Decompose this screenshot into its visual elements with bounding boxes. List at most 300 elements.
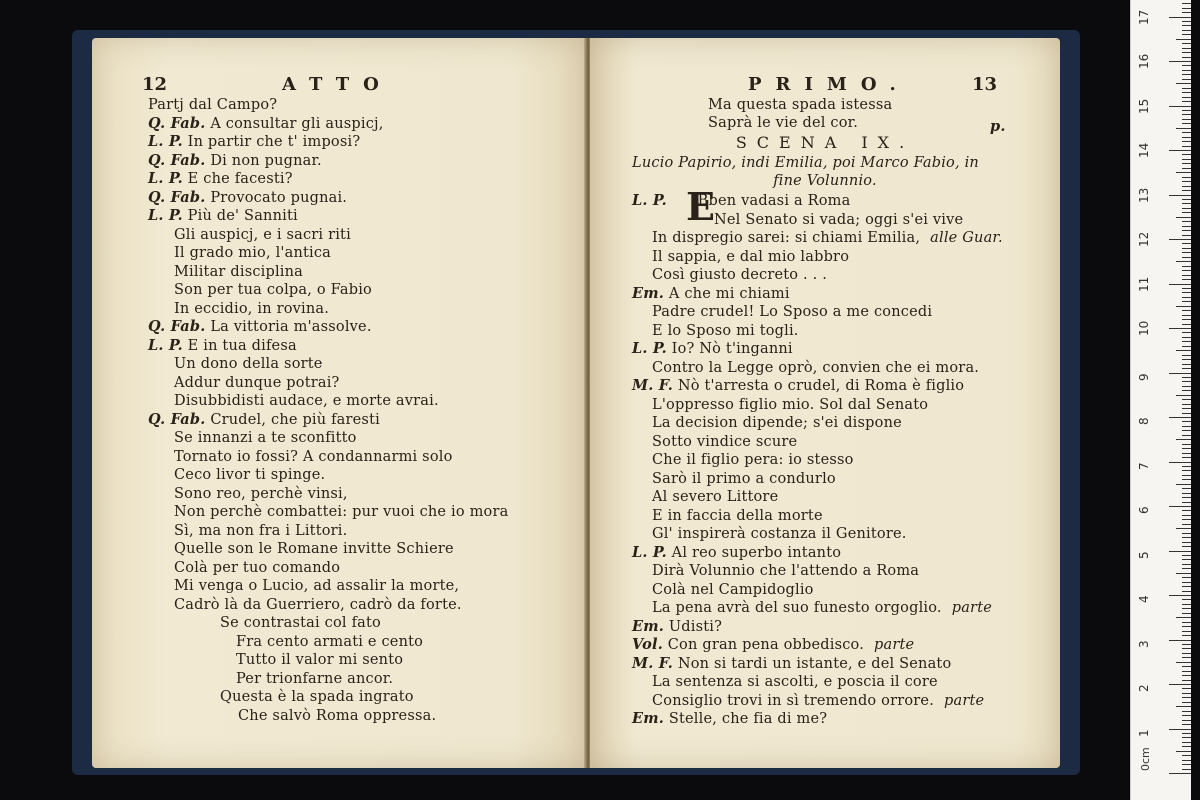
ruler-tick <box>1182 154 1191 155</box>
ruler-tick <box>1182 555 1191 556</box>
ruler-tick <box>1182 288 1191 289</box>
verse-line <box>174 226 351 244</box>
ruler-tick <box>1176 439 1191 440</box>
ruler-tick <box>1169 729 1191 730</box>
ruler-tick <box>1182 408 1191 409</box>
ruler-tick <box>1182 413 1191 414</box>
ruler-number: 17 <box>1137 9 1151 25</box>
speaker-label: Q. Fab. <box>148 318 206 335</box>
ruler-tick <box>1182 101 1191 102</box>
ruler-tick <box>1182 34 1191 35</box>
ruler-tick <box>1182 635 1191 636</box>
ruler-tick <box>1182 577 1191 578</box>
ruler-tick <box>1182 243 1191 244</box>
ruler-tick <box>1182 43 1191 44</box>
ruler-number: 1 <box>1137 728 1151 737</box>
ruler-tick <box>1182 546 1191 547</box>
drop-cap: E <box>686 184 715 229</box>
verse-text: L'oppresso figlio mio. Sol dal Senato <box>652 396 929 413</box>
verse-line <box>652 470 836 488</box>
ruler-tick <box>1182 533 1191 534</box>
ruler-tick <box>1182 8 1191 9</box>
verse-line <box>174 392 439 410</box>
exit-marker: p. <box>990 118 1006 135</box>
ruler-tick <box>1182 319 1191 320</box>
ruler-tick <box>1182 381 1191 382</box>
verse-line <box>148 152 322 170</box>
verse-text: In eccidio, in rovina. <box>174 300 330 317</box>
speaker-label: L. P. <box>148 133 183 150</box>
verse-line <box>632 655 951 673</box>
verse-line <box>148 318 372 336</box>
ruler-tick <box>1182 510 1191 511</box>
ruler-number: 8 <box>1137 417 1151 425</box>
left-page <box>92 38 587 768</box>
ruler-tick <box>1176 528 1191 529</box>
ruler-number: 13 <box>1137 187 1151 203</box>
ruler-tick <box>1176 573 1191 574</box>
ruler-tick <box>1169 150 1191 151</box>
ruler-tick <box>1182 564 1191 565</box>
ruler-tick <box>1182 453 1191 454</box>
ruler-tick <box>1182 141 1191 142</box>
verse-line <box>652 414 902 432</box>
verse-line <box>652 488 778 506</box>
ruler-tick <box>1182 248 1191 249</box>
ruler-tick <box>1182 502 1191 503</box>
ruler-tick <box>1182 680 1191 681</box>
verse-text: Al severo Littore <box>652 489 779 505</box>
ruler-tick <box>1182 292 1191 293</box>
verse-text: Dirà Volunnio che l'attendo a Roma <box>652 563 920 579</box>
ruler-tick <box>1182 132 1191 133</box>
ruler-tick <box>1182 97 1191 98</box>
verse-line <box>236 670 393 688</box>
verse-line <box>652 303 932 321</box>
ruler-tick <box>1182 435 1191 436</box>
ruler-tick <box>1176 395 1191 396</box>
page-number-left: 12 <box>142 74 168 95</box>
verse-text: Disubbidisti audace, e morte avrai. <box>174 393 439 409</box>
verse-text: In partir che t' imposi? <box>187 134 361 150</box>
ruler-tick <box>1169 506 1191 507</box>
ruler-tick <box>1169 106 1191 107</box>
speaker-label: Em. <box>632 710 665 727</box>
speaker-label: M. F. <box>632 654 674 672</box>
ruler-tick <box>1182 737 1191 738</box>
ruler-tick <box>1182 568 1191 569</box>
verse-line <box>148 133 360 151</box>
ruler-tick <box>1182 769 1191 770</box>
verse-text: Addur dunque potrai? <box>174 374 340 391</box>
verse-text: La vittoria m'assolve. <box>210 319 372 335</box>
ruler-tick <box>1182 644 1191 645</box>
ruler-tick <box>1182 466 1191 467</box>
ruler-tick <box>1182 3 1191 4</box>
verse-text: Al reo superbo intanto <box>671 544 842 561</box>
ruler-tick <box>1169 328 1191 329</box>
ruler-tick <box>1169 773 1191 774</box>
ruler-tick <box>1182 359 1191 360</box>
ruler-tick <box>1176 83 1191 84</box>
verse-text: Che salvò Roma oppressa. <box>238 707 437 724</box>
verse-text: Provocato pugnai. <box>210 189 348 206</box>
ruler-tick <box>1182 341 1191 342</box>
verse-line <box>652 525 907 543</box>
ruler-tick <box>1182 421 1191 422</box>
verse-text: Io? Nò t'inganni <box>671 341 793 357</box>
right-page <box>590 38 1060 768</box>
ruler-tick <box>1182 226 1191 227</box>
speaker-label: Q. Fab. <box>148 151 206 169</box>
ruler-tick <box>1182 337 1191 338</box>
verse-line <box>174 540 454 558</box>
ruler-tick <box>1182 586 1191 587</box>
ruler-tick <box>1182 693 1191 694</box>
speaker-label: M. F. <box>632 377 674 394</box>
ruler-tick <box>1182 110 1191 111</box>
verse-line <box>174 300 329 318</box>
ruler-tick <box>1182 537 1191 538</box>
ruler-tick <box>1182 488 1191 489</box>
ruler-tick <box>1182 212 1191 213</box>
ruler-tick <box>1182 760 1191 761</box>
ruler-tick <box>1182 755 1191 756</box>
ruler-tick <box>1182 399 1191 400</box>
ruler-tick <box>1182 444 1191 445</box>
verse-line <box>652 229 1003 247</box>
ruler-tick <box>1182 426 1191 427</box>
verse-text: Contro la Legge oprò, convien che ei mora. <box>652 359 980 376</box>
ruler-tick <box>1169 595 1191 596</box>
ruler-tick <box>1182 163 1191 164</box>
ruler-tick <box>1182 270 1191 271</box>
ruler-tick <box>1182 186 1191 187</box>
ruler-tick <box>1182 70 1191 71</box>
ruler-tick <box>1182 519 1191 520</box>
ruler-tick <box>1182 497 1191 498</box>
stage-direction: Lucio Papirio, indi Emilia, poi Marco Fabio, in <box>632 155 979 171</box>
ruler-tick <box>1182 57 1191 58</box>
verse-line <box>174 448 453 466</box>
ruler-unit-label: 0cm <box>1139 747 1152 771</box>
ruler-tick <box>1169 239 1191 240</box>
verse-line <box>174 281 372 299</box>
verse-text: E che facesti? <box>187 171 293 187</box>
verse-line <box>174 596 462 614</box>
verse-text: Non perchè combattei: pur vuoi che io mora <box>174 504 509 520</box>
ruler-number: 14 <box>1137 142 1151 158</box>
ruler-tick <box>1182 764 1191 765</box>
verse-text: Quelle son le Romane invitte Schiere <box>174 541 454 557</box>
verse-text: In dispregio sarei: si chiami Emilia, <box>652 230 921 246</box>
ruler-tick <box>1169 417 1191 418</box>
ruler-tick <box>1176 662 1191 663</box>
ruler-tick <box>1182 604 1191 605</box>
verse-line <box>174 244 331 262</box>
verse-line <box>148 207 298 225</box>
verse-text: Con gran pena obbedisco. <box>667 637 865 653</box>
ruler-tick <box>1182 208 1191 209</box>
verse-line <box>174 374 340 392</box>
ruler-tick <box>1182 181 1191 182</box>
verse-line <box>238 707 436 725</box>
ruler-tick <box>1182 515 1191 516</box>
verse-text: A che mi chiami <box>668 285 790 302</box>
verse-line <box>632 544 841 562</box>
ruler-tick <box>1182 542 1191 543</box>
verse-text: Fra cento armati e cento <box>236 633 424 650</box>
ruler-tick <box>1182 21 1191 22</box>
verse-text: Il grado mio, l'antica <box>174 245 332 261</box>
verse-text: Sì, ma non fra i Littori. <box>174 522 348 539</box>
stage-direction: fine Volunnio. <box>773 173 877 189</box>
ruler-tick <box>1182 168 1191 169</box>
ruler-number: 11 <box>1137 276 1151 292</box>
measurement-ruler <box>1130 0 1191 800</box>
ruler-tick <box>1169 684 1191 685</box>
ruler-tick <box>1182 742 1191 743</box>
verse-text: Sarò il primo a condurlo <box>652 470 836 487</box>
ruler-tick <box>1176 484 1191 485</box>
verse-line <box>652 359 979 377</box>
ruler-tick <box>1182 724 1191 725</box>
verse-text: Nò t'arresta o crudel, di Roma è figlio <box>677 378 965 394</box>
ruler-tick <box>1182 190 1191 191</box>
verse-line <box>236 651 403 669</box>
ruler-tick <box>1176 172 1191 173</box>
ruler-number: 3 <box>1137 639 1151 648</box>
speaker-label: L. P. <box>632 340 667 357</box>
verse-line <box>174 577 459 595</box>
verse-text: Partj dal Campo? <box>148 97 278 113</box>
verse-text: Per trionfarne ancor. <box>236 670 394 687</box>
ruler-tick <box>1176 217 1191 218</box>
speaker-label: Q. Fab. <box>148 410 206 428</box>
ruler-number: 4 <box>1137 595 1151 603</box>
ruler-tick <box>1182 666 1191 667</box>
verse-line <box>174 355 323 373</box>
ruler-tick <box>1182 52 1191 53</box>
scene-heading: SCENA IX. <box>735 133 915 152</box>
verse-text: Nel Senato si vada; oggi s'ei vive <box>714 211 964 228</box>
speaker-label: Em. <box>632 617 665 635</box>
ruler-tick <box>1182 275 1191 276</box>
verse-line <box>174 485 348 503</box>
ruler-tick <box>1182 386 1191 387</box>
ruler-number: 16 <box>1137 53 1151 69</box>
verse-text: Tornato io fossi? A condannarmi solo <box>174 448 453 465</box>
ruler-number: 9 <box>1137 372 1151 381</box>
verse-line <box>148 411 380 429</box>
verse-text: Militar disciplina <box>174 263 304 280</box>
verse-text: Gli auspicj, e i sacri riti <box>174 226 351 243</box>
ruler-tick <box>1182 92 1191 93</box>
ruler-tick <box>1182 457 1191 458</box>
ruler-tick <box>1169 61 1191 62</box>
ruler-tick <box>1169 284 1191 285</box>
verse-text: La sentenza si ascolti, e poscia il core <box>652 674 938 690</box>
verse-line <box>174 559 340 577</box>
verse-text: Consiglio trovi in sì tremendo orrore. <box>652 692 935 709</box>
running-head-left: ATTO <box>282 74 393 95</box>
verse-line <box>148 96 277 114</box>
verse-text: Crudel, che più faresti <box>210 411 380 428</box>
verse-text: Così giusto decreto . . . <box>652 267 828 283</box>
verse-line <box>652 396 928 414</box>
ruler-tick <box>1182 430 1191 431</box>
stage-aside: parte <box>944 692 985 709</box>
ruler-tick <box>1182 591 1191 592</box>
speaker-label: Q. Fab. <box>148 188 206 206</box>
verse-line <box>652 433 797 451</box>
ruler-tick <box>1182 493 1191 494</box>
ruler-tick <box>1182 199 1191 200</box>
ruler-tick <box>1182 657 1191 658</box>
ruler-tick <box>1182 671 1191 672</box>
verse-line <box>652 692 984 710</box>
ruler-tick <box>1182 688 1191 689</box>
running-head-right: PRIMO. <box>748 74 910 95</box>
ruler-tick <box>1182 715 1191 716</box>
ruler-tick <box>1182 146 1191 147</box>
verse-text: Cadrò là da Guerriero, cadrò da forte. <box>174 596 462 613</box>
ruler-number: 10 <box>1137 320 1151 336</box>
ruler-tick <box>1182 404 1191 405</box>
stage-aside: parte <box>951 600 993 616</box>
verse-line <box>652 322 799 340</box>
ruler-tick <box>1169 17 1191 18</box>
ruler-number: 2 <box>1137 684 1151 692</box>
verse-line <box>174 503 508 521</box>
ruler-tick <box>1182 346 1191 347</box>
ruler-tick <box>1182 675 1191 676</box>
ruler-tick <box>1182 648 1191 649</box>
verse-line <box>148 115 384 133</box>
verse-text: Udisti? <box>668 618 723 635</box>
ruler-tick <box>1169 640 1191 641</box>
ruler-tick <box>1176 350 1191 351</box>
ruler-tick <box>1176 751 1191 752</box>
verse-text: La decision dipende; s'ei dispone <box>652 415 902 431</box>
speaker-label: Em. <box>632 284 665 302</box>
ruler-tick <box>1176 306 1191 307</box>
verse-line <box>148 189 347 207</box>
speaker-label: Vol. <box>632 636 663 653</box>
ruler-tick <box>1182 88 1191 89</box>
stage-aside: parte <box>874 637 915 653</box>
ruler-tick <box>1182 137 1191 138</box>
ruler-tick <box>1182 559 1191 560</box>
ruler-tick <box>1182 221 1191 222</box>
ruler-tick <box>1182 720 1191 721</box>
ruler-tick <box>1182 377 1191 378</box>
ruler-number: 12 <box>1137 231 1151 247</box>
ruler-tick <box>1182 470 1191 471</box>
verse-text: Il sappia, e dal mio labbro <box>652 248 850 265</box>
verse-text: Mi venga o Lucio, ad assalir la morte, <box>174 578 460 594</box>
ruler-number: 5 <box>1137 550 1151 559</box>
verse-line <box>220 614 381 632</box>
speaker-label: Q. Fab. <box>148 114 206 132</box>
verse-line <box>632 192 850 210</box>
ruler-number: 15 <box>1137 98 1151 114</box>
speaker-label: L. P. <box>632 192 667 209</box>
ruler-tick <box>1182 230 1191 231</box>
stage-aside: alle Guar. <box>930 230 1003 246</box>
ruler-tick <box>1176 617 1191 618</box>
ruler-tick <box>1182 12 1191 13</box>
ruler-tick <box>1182 123 1191 124</box>
ruler-tick <box>1176 706 1191 707</box>
ruler-tick <box>1182 25 1191 26</box>
page-number-right: 13 <box>972 74 998 95</box>
verse-line <box>652 451 854 469</box>
ruler-tick <box>1176 39 1191 40</box>
ruler-tick <box>1182 79 1191 80</box>
verse-line <box>632 285 790 303</box>
verse-text: Ceco livor ti spinge. <box>174 467 326 483</box>
ruler-tick <box>1182 702 1191 703</box>
ruler-tick <box>1182 626 1191 627</box>
verse-line <box>632 710 827 728</box>
ruler-tick <box>1182 364 1191 365</box>
verse-text: Sotto vindice scure <box>652 433 798 450</box>
ruler-tick <box>1182 235 1191 236</box>
verse-text: Gl' inspirerà costanza il Genitore. <box>652 526 907 542</box>
verse-line <box>652 581 814 599</box>
ruler-tick <box>1182 30 1191 31</box>
verse-text: E in tua difesa <box>187 337 297 354</box>
verse-line <box>236 633 423 651</box>
verse-line <box>174 429 357 447</box>
verse-text: E in faccia della morte <box>652 507 823 524</box>
ruler-tick <box>1182 622 1191 623</box>
speaker-label: L. P. <box>632 543 667 561</box>
ruler-tick <box>1176 128 1191 129</box>
ruler-tick <box>1182 119 1191 120</box>
verse-text: Se innanzi a te sconfitto <box>174 430 357 446</box>
ruler-tick <box>1182 368 1191 369</box>
verse-line <box>148 170 293 188</box>
ruler-tick <box>1182 324 1191 325</box>
ruler-tick <box>1182 653 1191 654</box>
verse-text: E lo Sposo mi togli. <box>652 322 799 339</box>
verse-text: Tutto il valor mi sento <box>236 652 404 668</box>
verse-text: Se contrastai col fato <box>220 615 381 631</box>
verse-text: La pena avrà del suo funesto orgoglio. <box>652 600 942 616</box>
ruler-tick <box>1182 310 1191 311</box>
ruler-tick <box>1182 301 1191 302</box>
verse-line <box>632 636 914 654</box>
ruler-tick <box>1182 599 1191 600</box>
ruler-tick <box>1182 48 1191 49</box>
verse-line <box>652 562 919 580</box>
verse-text: Che il figlio pera: io stesso <box>652 452 854 468</box>
ruler-tick <box>1182 279 1191 280</box>
speaker-label: L. P. <box>148 207 183 224</box>
opening-line: Saprà le vie del cor. <box>708 115 858 131</box>
verse-text: Stelle, che fia di me? <box>668 711 828 727</box>
ruler-tick <box>1169 373 1191 374</box>
ruler-tick <box>1182 65 1191 66</box>
ruler-tick <box>1182 159 1191 160</box>
ruler-tick <box>1182 746 1191 747</box>
verse-text: Padre crudel! Lo Sposo a me concedi <box>652 304 933 320</box>
verse-line <box>652 599 992 617</box>
ruler-tick <box>1182 448 1191 449</box>
verse-text: Bben vadasi a Roma <box>697 193 851 209</box>
